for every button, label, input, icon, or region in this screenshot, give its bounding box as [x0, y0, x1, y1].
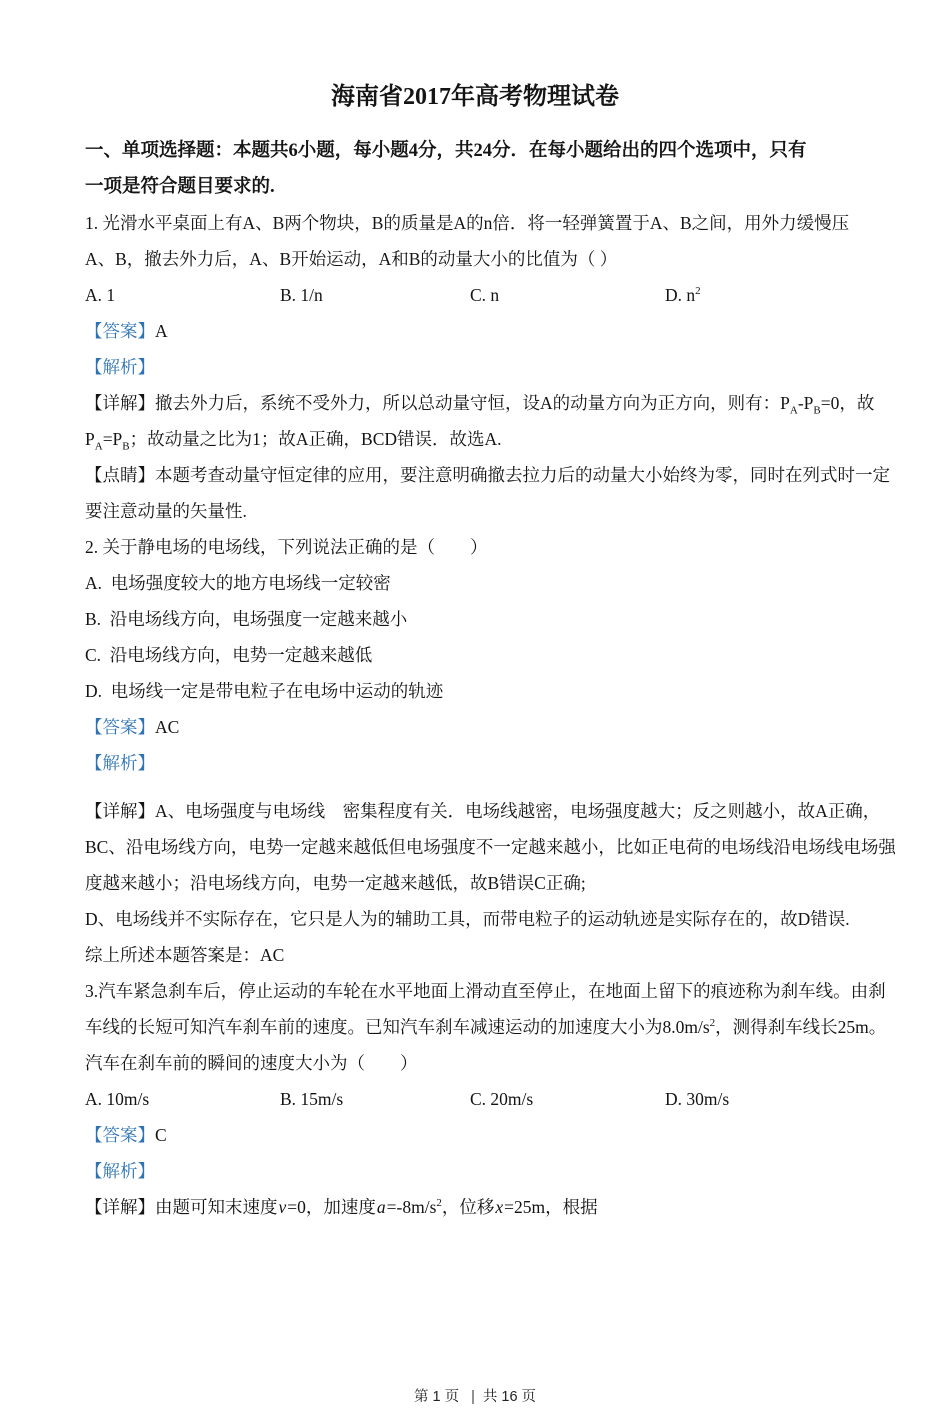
q1-detail-subscript-b: B: [813, 404, 821, 417]
q3-detail-text-1: 由题可知末速度: [155, 1197, 278, 1217]
detail-label: 【详解】: [85, 393, 155, 413]
q1-option-b: B. 1/n: [280, 285, 323, 305]
q1-tip-line-1: [85, 457, 890, 493]
q2-detail-line-4: D、电场线并不实际存在，它只是人为的辅助工具，而带电粒子的运动轨迹是实际存在的，故D错误.: [85, 909, 850, 929]
answer-label: 【答案】: [85, 1125, 155, 1145]
q1-detail2-text-2: =P: [102, 429, 123, 449]
q1-tip-text-1: 本题考查动量守恒定律的应用，要注意明确撤去拉力后的动量大小始终为零，同时在列式时一定: [155, 465, 890, 485]
footer-total-pages: 共 16 页: [482, 1389, 537, 1405]
q1-detail-text-1: 撤去外力后，系统不受外力，所以总动量守恒，设A的动量方向为正方向，则有：P: [155, 393, 790, 413]
q3-analysis-line: [85, 1153, 865, 1189]
q2-stem-line: 2. 关于静电场的电场线，下列说法正确的是（ ）: [85, 537, 488, 557]
q3-option-c: C. 20m/s: [470, 1089, 534, 1109]
q1-detail-line-1: [85, 385, 875, 421]
q1-stem-line-2: A、B，撤去外力后，A、B开始运动，A和B的动量大小的比值为（ ）: [85, 249, 618, 269]
q1-detail2-subscript-a: A: [94, 440, 103, 453]
q2-option-d: D. 电场线一定是带电粒子在电场中运动的轨迹: [85, 681, 444, 701]
q1-option-d-exponent: 2: [695, 285, 701, 298]
q3-detail-text-3: =-8m/s: [386, 1197, 437, 1217]
q1-detail2-subscript-b: B: [122, 440, 130, 453]
section-heading-line-1: 一、单项选择题：本题共6小题，每小题4分，共24分．在每小题给出的四个选项中，只有: [85, 141, 807, 161]
q3-detail-text-4: ，位移: [441, 1197, 495, 1217]
q3-answer-value: C: [155, 1125, 167, 1145]
q2-detail-line-2: BC、沿电场线方向，电势一定越来越低但电场强度不一定越来越小，比如正电荷的电场线沿电场线电场强: [85, 837, 896, 857]
tip-label: 【点睛】: [85, 465, 155, 485]
q3-options-row: [85, 1081, 865, 1117]
q1-detail-text-3: =0，故: [820, 393, 875, 413]
q2-answer-line: [85, 709, 865, 745]
q2-option-b: B. 沿电场线方向，电场强度一定越来越小: [85, 609, 408, 629]
q1-options-row: [85, 277, 865, 313]
q3-stem2-text-2: ，测得刹车线长25m。: [715, 1017, 887, 1037]
q1-tip-line-2: 要注意动量的矢量性.: [85, 501, 247, 521]
q3-detail-exponent: 2: [436, 1197, 442, 1210]
footer-page-number: 第 1 页: [413, 1389, 460, 1405]
answer-label: 【答案】: [85, 717, 155, 737]
q1-answer-line: [85, 313, 865, 349]
q3-option-d: D. 30m/s: [665, 1089, 730, 1109]
detail-label: 【详解】: [85, 1197, 155, 1217]
q2-analysis-line: [85, 745, 865, 781]
q3-answer-line: [85, 1117, 865, 1153]
q3-detail-text-5: =25m，根据: [504, 1197, 598, 1217]
q3-detail-line: [85, 1189, 865, 1225]
q3-detail-variable-v: v: [278, 1197, 287, 1217]
q2-detail-line-5: 综上所述本题答案是：AC: [85, 945, 285, 965]
q1-stem-line-1: 1. 光滑水平桌面上有A、B两个物块，B的质量是A的n倍．将一轻弹簧置于A、B之间，用外力缓慢压: [85, 213, 850, 233]
q2-answer-value: AC: [155, 717, 180, 737]
q3-stem-line-3: 汽车在刹车前的瞬间的速度大小为（ ）: [85, 1053, 418, 1073]
analysis-label: 【解析】: [85, 753, 155, 773]
q1-detail-subscript-a: A: [789, 404, 798, 417]
q3-stem-line-1: 3.汽车紧急刹车后，停止运动的车轮在水平地面上滑动直至停止，在地面上留下的痕迹称为刹车线。由刹: [85, 981, 886, 1001]
q2-detail-line-3: 度越来越小；沿电场线方向，电势一定越来越低，故B错误C正确;: [85, 873, 586, 893]
answer-label: 【答案】: [85, 321, 155, 341]
q3-stem2-exponent: 2: [709, 1017, 716, 1030]
section-heading-line-2: 一项是符合题目要求的.: [85, 177, 275, 197]
q2-detail-text-1: A、电场强度与电场线 密集程度有关．电场线越密，电场强度越大；反之则越小，故A正确，: [155, 801, 881, 821]
q2-option-a: A. 电场强度较大的地方电场线一定较密: [85, 573, 391, 593]
q1-option-c: C. n: [470, 285, 500, 305]
page-title: 海南省2017年高考物理试卷: [331, 84, 619, 110]
q3-detail-variable-a: a: [376, 1197, 386, 1217]
q1-detail2-text-3: ；故动量之比为1；故A正确，BCD错误．故选A.: [129, 429, 502, 449]
q1-answer-value: A: [155, 321, 168, 341]
q3-stem-line-2: [85, 1009, 887, 1045]
exam-document-page: [0, 82, 950, 1426]
q1-option-a: A. 1: [85, 285, 116, 305]
q3-stem2-text-1: 车线的长短可知汽车刹车前的速度。已知汽车刹车减速运动的加速度大小为8.0m/s: [85, 1017, 710, 1037]
q3-detail-variable-x: x: [495, 1197, 504, 1217]
q2-option-c: C. 沿电场线方向，电势一定越来越低: [85, 645, 373, 665]
q2-detail-line-1: [85, 793, 881, 829]
footer-separator: |: [471, 1389, 475, 1405]
q3-option-a: A. 10m/s: [85, 1089, 150, 1109]
q1-detail2-text-1: P: [85, 429, 95, 449]
q1-option-d: [665, 277, 865, 313]
q1-analysis-line: [85, 349, 865, 385]
q1-detail-text-2: -P: [797, 393, 814, 413]
document-body: [85, 133, 896, 1225]
q3-detail-text-2: =0，加速度: [287, 1197, 376, 1217]
analysis-label: 【解析】: [85, 1161, 155, 1181]
page-footer: [0, 1385, 950, 1406]
q3-option-b: B. 15m/s: [280, 1089, 344, 1109]
analysis-label: 【解析】: [85, 357, 155, 377]
detail-label: 【详解】: [85, 801, 155, 821]
q1-detail-line-2: [85, 421, 865, 457]
q1-option-d-base: D. n: [665, 285, 696, 305]
